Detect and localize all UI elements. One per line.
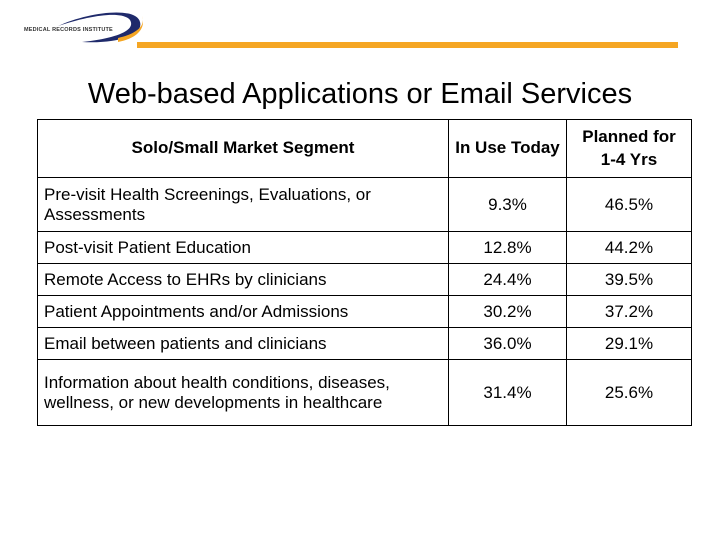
table-header-row bbox=[38, 120, 692, 178]
table-row bbox=[38, 264, 692, 296]
table-row bbox=[38, 360, 692, 426]
row-planned: 46.5% bbox=[567, 178, 692, 232]
table-row bbox=[38, 328, 692, 360]
page-title: Web-based Applications or Email Services bbox=[87, 78, 633, 110]
row-in-use: 30.2% bbox=[449, 296, 567, 328]
row-in-use: 31.4% bbox=[449, 360, 567, 426]
medical-records-institute-logo bbox=[18, 8, 148, 52]
header-accent-bar bbox=[137, 42, 678, 48]
row-in-use: 12.8% bbox=[449, 232, 567, 264]
row-planned: 37.2% bbox=[567, 296, 692, 328]
row-planned: 25.6% bbox=[567, 360, 692, 426]
table-row bbox=[38, 296, 692, 328]
row-planned: 39.5% bbox=[567, 264, 692, 296]
header-segment: Solo/Small Market Segment bbox=[38, 120, 449, 178]
row-label: Remote Access to EHRs by clinicians bbox=[38, 264, 449, 296]
row-planned: 29.1% bbox=[567, 328, 692, 360]
row-in-use: 9.3% bbox=[449, 178, 567, 232]
row-label: Patient Appointments and/or Admissions bbox=[38, 296, 449, 328]
row-in-use: 36.0% bbox=[449, 328, 567, 360]
table-row bbox=[38, 232, 692, 264]
row-in-use: 24.4% bbox=[449, 264, 567, 296]
row-label: Email between patients and clinicians bbox=[38, 328, 449, 360]
row-planned: 44.2% bbox=[567, 232, 692, 264]
logo-text: MEDICAL RECORDS INSTITUTE bbox=[24, 27, 113, 33]
survey-table bbox=[37, 119, 692, 426]
header-in-use: In Use Today bbox=[449, 120, 567, 178]
row-label: Post-visit Patient Education bbox=[38, 232, 449, 264]
table-row bbox=[38, 178, 692, 232]
header-planned: Planned for 1-4 Yrs bbox=[567, 120, 692, 178]
row-label: Pre-visit Health Screenings, Evaluations, or Assessments bbox=[38, 178, 449, 232]
row-label: Information about health conditions, diseases, wellness, or new developments in healthcare bbox=[38, 360, 449, 426]
